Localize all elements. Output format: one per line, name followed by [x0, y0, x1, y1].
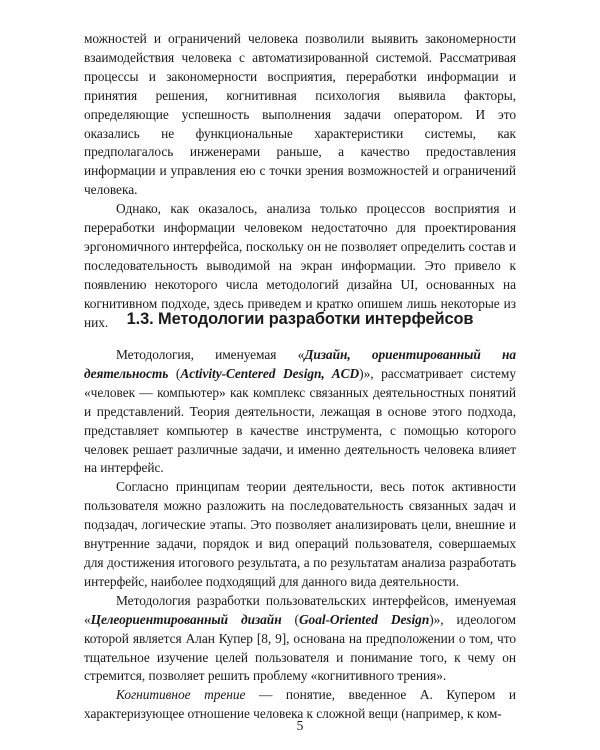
- page-number: 5: [296, 718, 304, 733]
- acd-rest-text: », рассматривает систему «человек — компьютер» как комплекс связанных деятельностных понятий и представлений. Теория деятельности, лежащая в основе этого подхода, представляет компьютер в качестве инструмента, с помощью которого человек решает различные задачи, и именно деятельность человека влияет на интерфейс.: [84, 365, 516, 476]
- section-heading: 1.3. Методологии разработки интерфейсов: [126, 310, 474, 328]
- acd-method-name: Дизайн, ориентированный на деятельность: [84, 347, 517, 381]
- goal-paren-open: (: [281, 611, 299, 627]
- lower-text-block: [84, 346, 516, 724]
- acd-paragraph: [84, 346, 516, 478]
- acd-lead-text: Методология, именуемая «: [116, 347, 305, 362]
- goal-rest-text: », идеологом которой является Алан Купер [8, 9], основана на предположении о том, что тщательное изучение целей пользователя и понимание того, к чему он стремится, позволяет решить проблему «когнитивного трения».: [84, 611, 516, 684]
- continued-paragraph: можностей и ограничений человека позволили выявить закономерности взаимодействия человека с автоматизированной системой. Рассматривая процессы и закономерности восприятия, переработки информации и принятия решения, когнитивная психология выявила факторы, определяющие успешность выполнения задачи оператором. И это оказались не функциональные характеристики системы, как предполагалось инженерами раньше, а качество предоставления информации и управления ею с точки зрения возможностей и ограничений человека.: [84, 31, 516, 198]
- friction-term: Когнитивное трение: [116, 687, 246, 703]
- goal-method-name: Целеориентированный дизайн: [90, 611, 282, 627]
- friction-rest-text: — понятие, введенное А. Купером и характеризующее отношение человека к сложной вещи (например, к ком-: [84, 687, 516, 722]
- acd-paren-close: ): [359, 365, 364, 381]
- goal-paragraph: [84, 592, 516, 687]
- upper-text-block: [84, 30, 516, 333]
- goal-paren-close: ): [429, 611, 434, 627]
- activity-paragraph: Согласно принципам теории деятельности, весь поток активности пользователя можно разложить на последовательность связанных задач и подзадач, логические этапы. Это позволяет анализировать цели, внешние и внутренние задачи, порядок и вид операций пользователя, совершаемых для достижения итогового результата, а по результатам анализа разработать интерфейс, наиболее подходящий для данного вида деятельности.: [84, 479, 516, 589]
- acd-method-term: Activity-Centered Design, ACD: [180, 365, 360, 381]
- intro-paragraph: Однако, как оказалось, анализа только процессов восприятия и переработки информации человеком недостаточно для проектирования эргономичного интерфейса, поскольку он не позволяет определить состав и последовательность выводимой на экран информации. Это привело к появлению некоторого числа методологий дизайна UI, основанных на когнитивном подходе, здесь приведем и кратко опишем лишь некоторые из них.: [84, 201, 516, 330]
- goal-method-term: Goal-Oriented Design: [298, 611, 430, 627]
- acd-paren-open: (: [168, 365, 181, 381]
- goal-lead-text: Методология разработки пользовательских интерфейсов, именуемая «: [84, 592, 516, 627]
